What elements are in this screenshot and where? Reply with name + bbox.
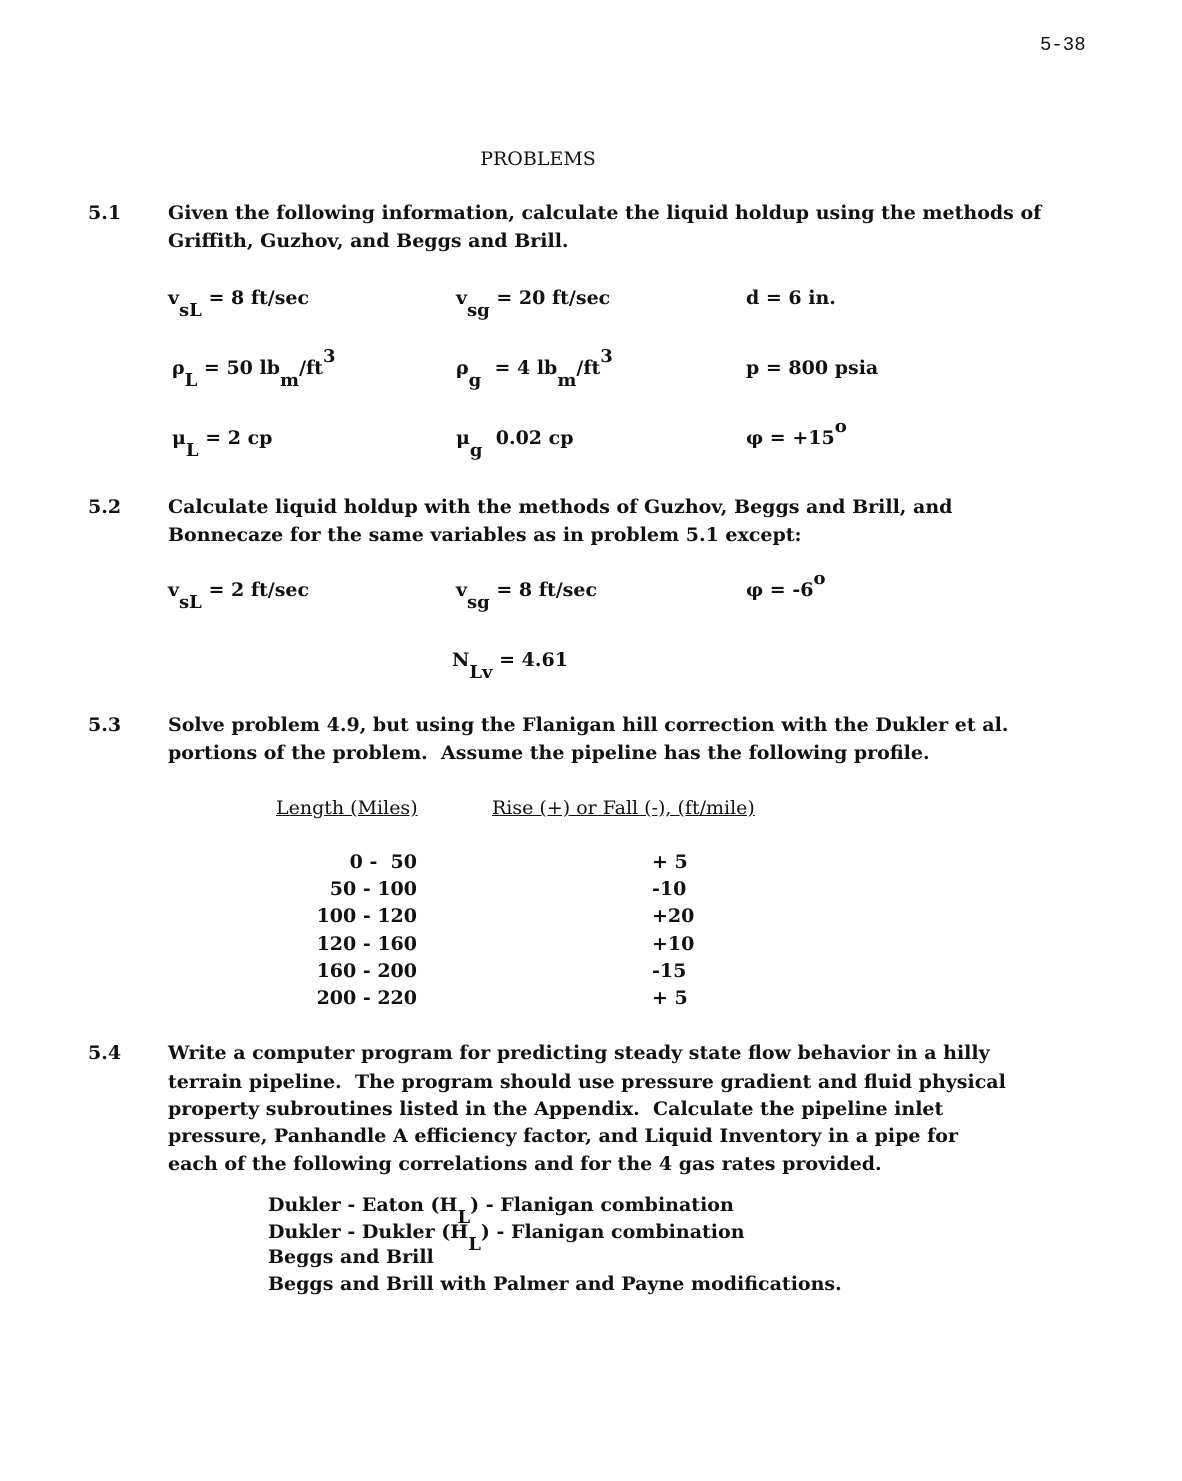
text-segment: v [456,287,468,309]
variable-vsL [168,579,310,613]
table-cell-length: 0 - 50 [349,851,417,873]
variable-vsg [456,287,611,321]
subscript: g [468,370,482,391]
text-segment: 0.02 cp [482,427,574,449]
problem-text-line: Bonnecaze for the same variables as in problem 5.1 except: [168,524,802,546]
subscript: L [184,370,198,391]
text-segment: Dukler - Dukler (H [268,1221,469,1243]
table-header-length: Length (Miles) [276,797,418,819]
page-number: 5-38 [1040,34,1086,56]
text-segment: Beggs and Brill [268,1246,434,1268]
table-cell-rise: + 5 [652,987,688,1009]
variable-vsg [456,579,598,613]
variable-rhog [456,346,613,391]
problem-text-line: Griffith, Guzhov, and Beggs and Brill. [168,230,569,252]
text-segment: v [456,579,468,601]
text-segment: ) - Flanigan combination [480,1221,745,1243]
text-segment: = 20 ft/sec [489,287,611,309]
subscript: sg [467,300,490,321]
table-cell-rise: + 5 [652,851,688,873]
problem-number: 5.2 [88,496,122,518]
variable-muL [172,427,273,461]
superscript: 3 [600,346,613,367]
superscript: o [813,568,826,589]
text-segment: μ [456,427,470,449]
correlation-item [268,1246,434,1268]
text-segment: = 50 lb [197,357,281,379]
text-segment: ) - Flanigan combination [470,1194,734,1216]
table-cell-length: 100 - 120 [316,905,417,927]
text-segment: = 2 cp [198,427,273,449]
table-cell-length: 120 - 160 [316,933,417,955]
variable-phi [746,416,847,450]
text-segment: Beggs and Brill with Palmer and Payne modifications. [268,1273,842,1295]
subscript: sL [179,592,202,613]
problem-text-line: each of the following correlations and for the 4 gas rates provided. [168,1153,882,1175]
text-segment: φ = -6 [746,579,814,601]
text-segment: v [168,579,180,601]
text-segment: = 2 ft/sec [201,579,310,601]
correlation-item [268,1273,842,1295]
text-segment: /ft [576,357,601,379]
problem-text-line: property subroutines listed in the Appendix. Calculate the pipeline inlet [168,1098,944,1120]
variable-phi [746,568,826,602]
subscript: m [557,370,577,391]
subscript: sg [467,592,490,613]
table-cell-rise: -15 [652,960,687,982]
variable-mug [456,427,574,461]
subscript: g [469,440,483,461]
superscript: o [834,416,847,437]
superscript: 3 [322,346,336,367]
problem-number: 5.4 [88,1042,122,1064]
subscript: m [280,370,300,391]
text-segment: ρ [456,357,469,379]
problem-text-line: pressure, Panhandle A efficiency factor, and Liquid Inventory in a pipe for [168,1125,958,1147]
text-segment: = 8 ft/sec [201,287,310,309]
variable-vsL [168,287,310,321]
variable-d [746,287,836,309]
table-cell-length: 50 - 100 [329,878,417,900]
table-cell-rise: -10 [652,878,687,900]
text-segment: = 4.61 [492,649,568,671]
text-segment: d = 6 in. [746,287,836,309]
text-segment: ρ [172,357,185,379]
table-cell-length: 200 - 220 [316,987,417,1009]
problem-text-line: terrain pipeline. The program should use pressure gradient and fluid physical [168,1071,1006,1093]
problem-text-line: Write a computer program for predicting steady state flow behavior in a hilly [168,1042,990,1064]
problem-text-line: portions of the problem. Assume the pipeline has the following profile. [168,742,930,764]
subscript: Lv [469,662,493,683]
table-cell-length: 160 - 200 [316,960,417,982]
problem-number: 5.1 [88,202,122,224]
correlation-item [268,1221,745,1255]
problem-text-line: Calculate liquid holdup with the methods of Guzhov, Beggs and Brill, and [168,496,953,518]
text-segment: φ = +15 [746,427,835,449]
text-segment: N [452,649,470,671]
text-segment: μ [172,427,186,449]
problem-text-line: Solve problem 4.9, but using the Flanigan hill correction with the Dukler et al. [168,714,1009,736]
subscript: L [185,440,199,461]
text-segment: = 8 ft/sec [489,579,598,601]
text-segment: p = 800 psia [746,357,879,379]
subscript: L [457,1207,471,1228]
page-title: PROBLEMS [480,148,596,170]
table-cell-rise: +10 [652,933,695,955]
problem-text-line: Given the following information, calculate the liquid holdup using the methods of [168,202,1042,224]
text-segment: v [168,287,180,309]
variable-rhoL [172,346,336,391]
subscript: L [468,1234,481,1255]
correlation-item [268,1194,734,1228]
variable-NLv [452,649,568,683]
table-header-rise: Rise (+) or Fall (-), (ft/mile) [492,797,755,819]
text-segment: /ft [299,357,323,379]
text-segment: Dukler - Eaton (H [268,1194,458,1216]
text-segment: = 4 lb [481,357,558,379]
table-cell-rise: +20 [652,905,695,927]
problem-number: 5.3 [88,714,122,736]
subscript: sL [179,300,202,321]
variable-p [746,357,878,379]
